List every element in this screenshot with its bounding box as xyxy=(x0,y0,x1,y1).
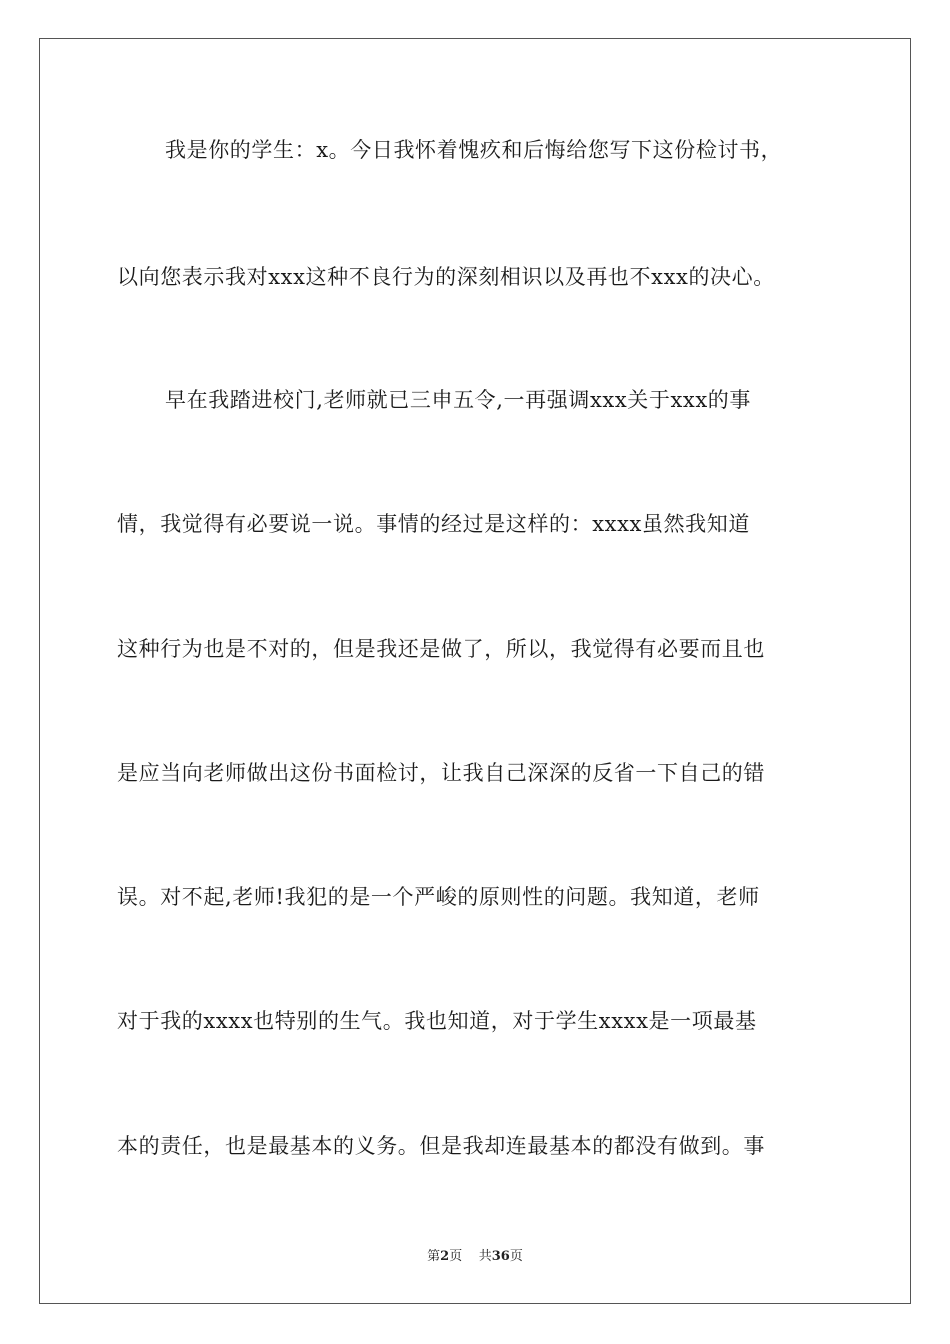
paragraph-2-line-4: 是应当向老师做出这份书面检讨，让我自己深深的反省一下自己的错 xyxy=(117,761,765,785)
paragraph-1-line-2: 以向您表示我对xxx这种不良行为的深刻相识以及再也不xxx的决心。 xyxy=(117,265,775,289)
paragraph-2-line-2: 情，我觉得有必要说一说。事情的经过是这样的：xxxx虽然我知道 xyxy=(117,512,750,536)
paragraph-2-line-1: 早在我踏进校门,老师就已三申五令,一再强调xxx关于xxx的事 xyxy=(165,388,752,412)
page-number: 第2页 xyxy=(427,1249,463,1264)
total-pages: 共36页 xyxy=(478,1249,523,1264)
paragraph-2-line-7: 本的责任，也是最基本的义务。但是我却连最基本的都没有做到。事 xyxy=(117,1134,765,1158)
page-footer xyxy=(0,1247,950,1267)
paragraph-2-line-5: 误。对不起,老师!我犯的是一个严峻的原则性的问题。我知道，老师 xyxy=(117,885,760,909)
paragraph-1-line-1: 我是你的学生：x。今日我怀着愧疚和后悔给您写下这份检讨书， xyxy=(165,138,783,162)
paragraph-2-line-6: 对于我的xxxx也特别的生气。我也知道，对于学生xxxx是一项最基 xyxy=(117,1009,757,1033)
page-border xyxy=(39,38,911,1304)
paragraph-2-line-3: 这种行为也是不对的，但是我还是做了，所以，我觉得有必要而且也 xyxy=(117,637,765,661)
